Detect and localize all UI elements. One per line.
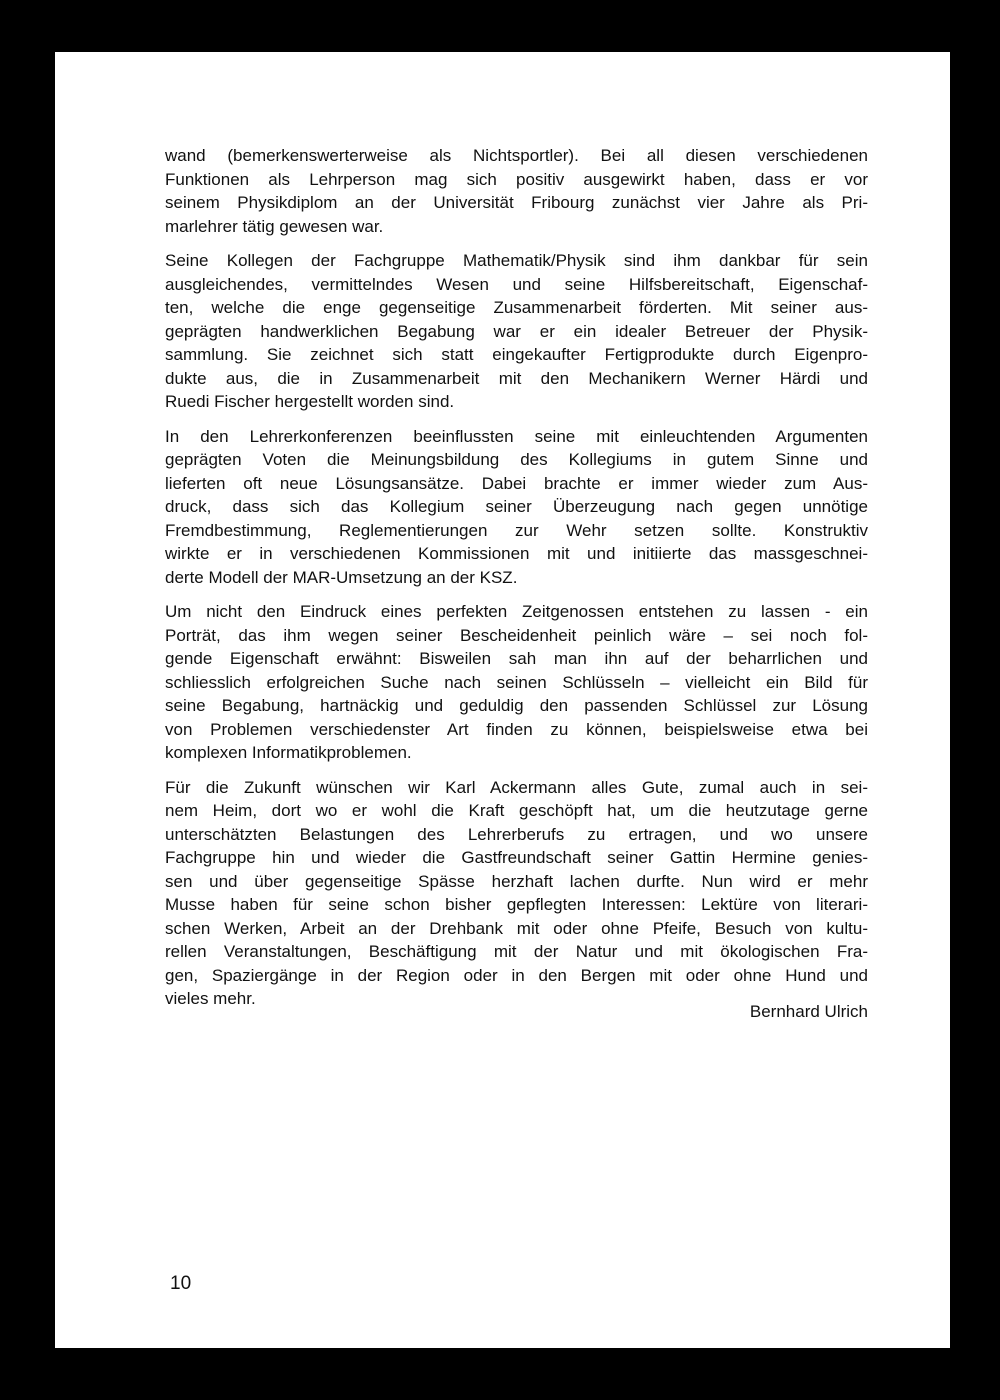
- text-line: geprägten Voten die Meinungsbildung des Kollegiums in gutem Sinne und: [165, 450, 868, 469]
- text-line: ausgleichendes, vermittelndes Wesen und seine Hilfsbereitschaft, Eigenschaf-: [165, 274, 868, 294]
- paragraph: [165, 776, 868, 1011]
- text-line: sen und über gegenseitige Spässe herzhaft lachen durfte. Nun wird er mehr: [165, 871, 868, 891]
- text-line: Funktionen als Lehrperson mag sich positiv ausgewirkt haben, dass er vor: [165, 169, 868, 189]
- text-line: ten, welche die enge gegenseitige Zusammenarbeit förderten. Mit seiner aus-: [165, 298, 868, 317]
- text-line: gende Eigenschaft erwähnt: Bisweilen sah man ihn auf der beharrlichen und: [165, 649, 868, 668]
- author-signature: Bernhard Ulrich: [749, 1002, 868, 1021]
- body-text: [165, 144, 868, 1022]
- text-line: Seine Kollegen der Fachgruppe Mathematik/Physik sind ihm dankbar für sein: [165, 251, 868, 270]
- document-page: [55, 52, 950, 1348]
- text-line: lieferten oft neue Lösungsansätze. Dabei brachte er immer wieder zum Aus-: [165, 473, 868, 493]
- text-line: nem Heim, dort wo er wohl die Kraft geschöpft hat, um die heutzutage gerne: [165, 801, 868, 820]
- text-line: Musse haben für seine schon bisher gepflegten Interessen: Lektüre von literari-: [165, 895, 868, 914]
- text-line: unterschätzten Belastungen des Lehrerberufs zu ertragen, und wo unsere: [165, 824, 868, 844]
- text-line: druck, dass sich das Kollegium seiner Überzeugung nach gegen unnötige: [165, 497, 868, 516]
- text-line: rellen Veranstaltungen, Beschäftigung mit der Natur und mit ökologischen Fra-: [165, 942, 868, 961]
- paragraph: [165, 249, 868, 414]
- text-line: von Problemen verschiedenster Art finden zu können, beispielsweise etwa bei: [165, 719, 868, 739]
- paragraph: [165, 600, 868, 765]
- text-line: vieles mehr.: [165, 989, 256, 1008]
- text-line: sammlung. Sie zeichnet sich statt eingekaufter Fertigprodukte durch Eigenpro-: [165, 345, 868, 364]
- text-line: schliesslich erfolgreichen Suche nach seinen Schlüsseln – vielleicht ein Bild für: [165, 672, 868, 692]
- text-line: geprägten handwerklichen Begabung war er ein idealer Betreuer der Physik-: [165, 321, 868, 341]
- text-line: Ruedi Fischer hergestellt worden sind.: [165, 392, 455, 411]
- text-line: Porträt, das ihm wegen seiner Bescheidenheit peinlich wäre – sei noch fol-: [165, 625, 868, 645]
- text-line: schen Werken, Arbeit an der Drehbank mit oder ohne Pfeife, Besuch von kultu-: [165, 918, 868, 938]
- text-line: Fremdbestimmung, Reglementierungen zur Wehr setzen sollte. Konstruktiv: [165, 520, 868, 540]
- text-line: Um nicht den Eindruck eines perfekten Zeitgenossen entstehen zu lassen - ein: [165, 602, 868, 621]
- text-line: Fachgruppe hin und wieder die Gastfreundschaft seiner Gattin Hermine genies-: [165, 848, 868, 867]
- text-line: komplexen Informatikproblemen.: [165, 743, 412, 762]
- text-line: wand (bemerkenswerterweise als Nichtsportler). Bei all diesen verschiedenen: [165, 146, 868, 165]
- page-number: 10: [170, 1273, 192, 1294]
- text-line: derte Modell der MAR-Umsetzung an der KSZ.: [165, 567, 518, 587]
- text-line: seinem Physikdiplom an der Universität Fribourg zunächst vier Jahre als Pri-: [165, 193, 868, 212]
- paragraph: [165, 144, 868, 238]
- text-line: gen, Spaziergänge in der Region oder in den Bergen mit oder ohne Hund und: [165, 965, 868, 985]
- text-line: Für die Zukunft wünschen wir Karl Ackermann alles Gute, zumal auch in sei-: [165, 777, 868, 797]
- text-line: wirkte er in verschiedenen Kommissionen mit und initiierte das massgeschnei-: [165, 544, 868, 563]
- text-line: marlehrer tätig gewesen war.: [165, 216, 384, 236]
- text-line: dukte aus, die in Zusammenarbeit mit den Mechanikern Werner Härdi und: [165, 368, 868, 388]
- text-line: seine Begabung, hartnäckig und geduldig den passenden Schlüssel zur Lösung: [165, 696, 868, 715]
- paragraph: [165, 425, 868, 590]
- text-line: In den Lehrerkonferenzen beeinflussten seine mit einleuchtenden Argumenten: [165, 426, 868, 446]
